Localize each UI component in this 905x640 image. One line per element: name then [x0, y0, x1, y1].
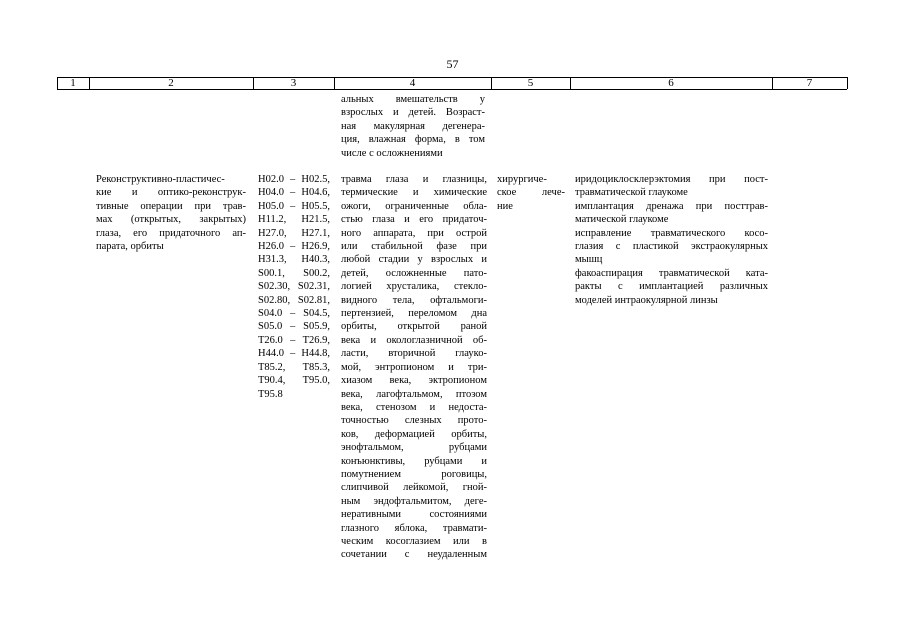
text-line: глазного яблока, травмати- [341, 522, 487, 534]
text-line: травма глаза и глазницы, [341, 174, 487, 185]
code-line: H27.0, H27.1, [258, 227, 330, 239]
text-line: ласти, вторичной глауко- [341, 348, 487, 360]
text-line: любой стадии у взрослых и [341, 254, 487, 266]
text-line: века и окологлазничной об- [341, 334, 487, 346]
text-line: числе с осложнениями [341, 147, 443, 159]
text-line: неративными состояниями [341, 509, 487, 521]
operation-name [96, 173, 246, 253]
text-line: ного аппарата, при острой [341, 227, 487, 239]
text-line: ным эндофтальмитом, деге- [341, 495, 487, 507]
code-line: S04.0 – S04.5, [258, 308, 330, 320]
text-line: глазия с пластикой экстраокулярных [575, 241, 768, 253]
text-line: ние [497, 200, 513, 212]
text-line: точностью слезных прото- [341, 415, 487, 427]
carryover-condition-text [341, 93, 485, 160]
text-line: факоаспирация травматической ката- [575, 267, 768, 279]
code-line: T26.0 – T26.9, [258, 334, 330, 346]
text-line: имплантация дренажа при посттрав- [575, 200, 768, 212]
code-line: S00.1, S00.2, [258, 267, 330, 279]
text-line: слипчивой лейкомой, гной- [341, 482, 487, 494]
condition-description [341, 173, 487, 562]
column-divider [847, 77, 848, 89]
page-number: 57 [446, 57, 459, 71]
text-line: моделей интраокулярной линзы [575, 294, 718, 306]
text-line: термические и химические [341, 187, 487, 199]
text-line: мой, энтропионом и три- [341, 361, 487, 373]
column-header-6: 6 [668, 77, 674, 89]
column-header-7: 7 [806, 77, 813, 89]
text-line: ная макулярная дегенера- [341, 120, 485, 132]
text-line: ское лече- [497, 187, 565, 199]
text-line: стью глаза и его придаточ- [341, 214, 487, 226]
text-line: исправление травматического косо- [575, 227, 768, 239]
text-line: парата, орбиты [96, 241, 164, 253]
text-line: или стабильной фазе при [341, 241, 487, 253]
code-line: H05.0 – H05.5, [258, 200, 330, 212]
text-line: ция, влажная форма, в том [341, 134, 485, 146]
code-line: H26.0 – H26.9, [258, 241, 330, 253]
code-line: T85.2, T85.3, [258, 361, 330, 373]
text-line: логией хрусталика, стекло- [341, 281, 487, 293]
column-header-2: 2 [168, 77, 174, 89]
text-line: энофтальмом, рубцами [341, 442, 487, 454]
text-line: матической глаукоме [575, 214, 669, 226]
text-line: века, стенозом и недоста- [341, 401, 487, 413]
text-line: детей, осложненные пато- [341, 267, 487, 279]
column-header-4: 4 [409, 77, 416, 89]
table-header-bottom-rule [57, 89, 847, 90]
code-line: H04.0 – H04.6, [258, 187, 330, 199]
text-line: века, лагофтальмом, птозом [341, 388, 487, 400]
text-line: альных вмешательств у [341, 94, 485, 105]
text-line: ческим косоглазием или в [341, 535, 487, 547]
code-line: H11.2, H21.5, [258, 214, 330, 226]
text-line: глаза, его придаточного ап- [96, 227, 246, 239]
treatment-methods [575, 173, 768, 307]
text-line: орбиты, открытой раной [341, 321, 487, 333]
code-line: T90.4, T95.0, [258, 375, 330, 387]
text-line: хирургиче- [497, 174, 547, 185]
text-line: видного тела, офтальмоги- [341, 294, 487, 306]
text-line: Реконструктивно-пластичес- [96, 174, 225, 185]
code-line: H44.0 – H44.8, [258, 348, 330, 360]
text-line: помутнением роговицы, [341, 468, 487, 480]
text-line: конъюнктивы, рубцами и [341, 455, 487, 467]
icd-codes [258, 173, 330, 401]
code-line: S05.0 – S05.9, [258, 321, 330, 333]
text-line: кие и оптико-реконструк- [96, 187, 246, 199]
column-header-5: 5 [527, 77, 534, 89]
text-line: взрослых и детей. Возраст- [341, 107, 485, 119]
text-line: мах (открытых, закрытых) [96, 214, 246, 226]
code-line: T95.8 [258, 388, 283, 400]
column-header-1: 1 [70, 77, 76, 89]
text-line: ков, деформацией орбиты, [341, 428, 487, 440]
code-line: S02.80, S02.81, [258, 294, 330, 306]
text-line: травматической глаукоме [575, 187, 688, 199]
treatment-type [497, 173, 565, 213]
text-line: хиазом века, эктропионом [341, 375, 487, 387]
text-line: ожоги, ограниченные обла- [341, 200, 487, 212]
column-header-3: 3 [290, 77, 297, 89]
text-line: иридоциклосклерэктомия при пост- [575, 174, 768, 185]
text-line: тивные операции при трав- [96, 200, 246, 212]
text-line: ракты с имплантацией различных [575, 281, 768, 293]
text-line: мышц [575, 254, 603, 266]
text-line: пертензией, переломом дна [341, 308, 487, 320]
code-line: H02.0 – H02.5, [258, 174, 330, 185]
text-line: сочетании с неудаленным [341, 549, 487, 561]
code-line: S02.30, S02.31, [258, 281, 330, 293]
code-line: H31.3, H40.3, [258, 254, 330, 266]
